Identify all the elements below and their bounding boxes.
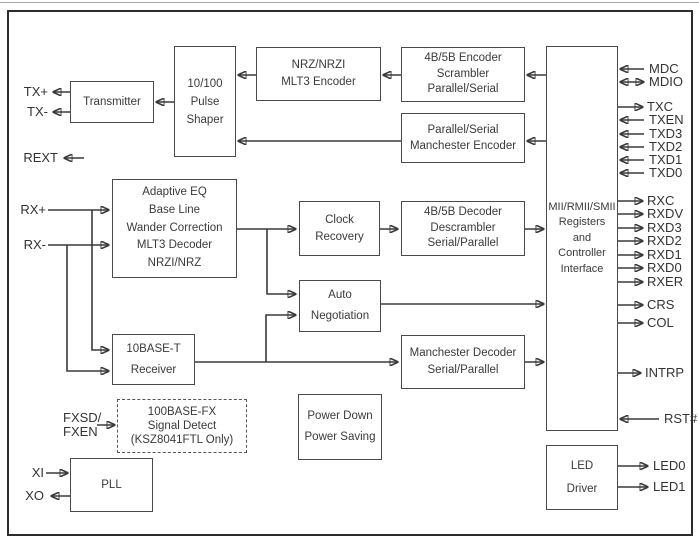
block-nrz-mlt3-encoder-label: NRZ/NRZI	[291, 59, 346, 71]
block-transmitter-label: Transmitter	[83, 96, 141, 108]
port-label-rext-line: REXT	[23, 150, 58, 165]
port-label-rx-minus	[4, 238, 46, 252]
pin-label-led0: LED0	[653, 458, 686, 473]
pin-label-mdc: MDC	[649, 61, 679, 76]
block-pulse-shaper	[174, 46, 236, 157]
block-fx-signal-detect-label: Signal Detect	[147, 419, 217, 432]
pin-label-crs: CRS	[647, 297, 675, 312]
pin-label-rxc: RXC	[647, 193, 675, 208]
port-label-rext	[4, 151, 58, 165]
block-adaptive-eq-label: MLT3 Decoder	[136, 239, 213, 252]
port-label-rx-minus-line: RX-	[23, 237, 46, 252]
block-pulse-shaper-label: 10/100	[187, 77, 223, 90]
block-pulse-shaper-label: Shaper	[186, 113, 224, 126]
block-mii-interface-label: Interface	[560, 262, 604, 275]
block-transmitter	[70, 81, 154, 123]
block-auto-negotiation-label: Negotiation	[310, 310, 370, 322]
pin-label-txd0: TXD0	[649, 165, 683, 180]
block-fx-signal-detect-label: (KSZ8041FTL Only)	[130, 434, 234, 447]
pin-label-intrp: INTRP	[645, 365, 684, 380]
pin-label-txd2: TXD2	[649, 139, 683, 154]
block-encoder-4b5b	[401, 47, 525, 102]
block-mii-interface	[546, 46, 618, 431]
port-label-xi-line: XI	[31, 465, 44, 480]
block-fx-signal-detect	[117, 399, 247, 453]
wire-rx-minus-to-10base-t	[67, 245, 109, 371]
block-pll	[70, 458, 153, 512]
block-manchester-encoder	[401, 113, 525, 163]
block-decoder-4b5b-label: 4B/5B Decoder	[424, 206, 502, 219]
block-decoder-4b5b-label: Descrambler	[430, 221, 496, 234]
block-encoder-4b5b-label: 4B/5B Encoder	[424, 52, 502, 65]
block-manchester-decoder	[401, 335, 525, 389]
block-adaptive-eq	[112, 179, 237, 278]
block-nrz-mlt3-encoder-label: MLT3 Encoder	[281, 76, 356, 88]
port-label-tx-plus-line: TX+	[23, 84, 48, 99]
block-led-driver-label: LED	[570, 459, 594, 472]
block-mii-interface-label: and	[572, 231, 592, 244]
wire-adaptive-eq-to-auto-negotiation	[267, 229, 296, 294]
block-encoder-4b5b-label: Scrambler	[436, 67, 490, 80]
port-label-fxsd-fxen-line: FXEN	[63, 424, 98, 439]
block-power-down-label: Power Down	[307, 410, 373, 422]
block-clock-recovery-label: Recovery	[315, 230, 364, 243]
block-nrz-mlt3-encoder	[256, 47, 381, 101]
port-label-rx-plus	[4, 203, 46, 217]
block-mii-interface-label: MII/RMII/SMII	[548, 200, 616, 213]
block-power-down	[298, 394, 382, 460]
block-clock-recovery	[299, 201, 380, 256]
block-manchester-encoder-label: Parallel/Serial	[427, 123, 499, 136]
pin-label-rxd1: RXD1	[647, 247, 682, 262]
block-adaptive-eq-label: Adaptive EQ	[142, 186, 207, 198]
port-label-xi	[4, 466, 44, 480]
block-manchester-decoder-label: Serial/Parallel	[427, 364, 499, 376]
block-manchester-decoder-label: Manchester Decoder	[409, 346, 517, 359]
block-mii-interface-label: Controller	[558, 247, 606, 260]
block-encoder-4b5b-label: Parallel/Serial	[427, 83, 499, 96]
pin-label-led1: LED1	[653, 479, 686, 494]
block-pll-label: PLL	[101, 479, 122, 491]
port-label-xo	[4, 489, 44, 503]
block-receiver-10base-t	[112, 334, 195, 385]
pin-label-rxd3: RXD3	[647, 220, 682, 235]
block-decoder-4b5b	[401, 201, 525, 256]
block-pulse-shaper-label: Pulse	[190, 95, 220, 108]
pin-label-rxd2: RXD2	[647, 233, 682, 248]
wire-rx-plus-to-10base-t	[92, 210, 109, 350]
pin-label-txc: TXC	[647, 99, 673, 114]
port-label-tx-minus-line: TX-	[27, 104, 48, 119]
block-adaptive-eq-label: Base Line	[148, 203, 201, 216]
pin-label-rxdv: RXDV	[647, 206, 684, 221]
port-label-fxsd-fxen-line: FXSD/	[63, 410, 102, 425]
pin-label-txen: TXEN	[649, 112, 684, 127]
block-led-driver-label: Driver	[566, 482, 598, 495]
pin-label-rxd0: RXD0	[647, 260, 682, 275]
block-receiver-10base-t-label: Receiver	[130, 363, 177, 376]
block-manchester-encoder-label: Manchester Encoder	[409, 140, 517, 152]
block-auto-negotiation	[299, 280, 381, 332]
block-receiver-10base-t-label: 10BASE-T	[126, 342, 181, 355]
block-decoder-4b5b-label: Serial/Parallel	[427, 237, 499, 250]
pin-label-rxer: RXER	[647, 274, 684, 289]
block-clock-recovery-label: Clock	[325, 213, 354, 226]
port-label-tx-plus	[4, 85, 48, 99]
block-led-driver	[546, 445, 618, 510]
port-label-fxsd-fxen	[63, 411, 101, 439]
pin-label-rst: RST#	[664, 411, 698, 426]
pin-label-txd3: TXD3	[649, 126, 683, 141]
block-fx-signal-detect-label: 100BASE-FX	[147, 405, 217, 418]
port-label-rx-plus-line: RX+	[20, 202, 46, 217]
block-mii-interface-label: Registers	[558, 216, 606, 229]
port-label-xo-line: XO	[25, 488, 44, 503]
wire-10base-t-to-auto-negotiation	[266, 315, 296, 362]
block-adaptive-eq-label: Wander Correction	[126, 221, 223, 234]
port-label-tx-minus	[4, 105, 48, 119]
pin-label-txd1: TXD1	[649, 152, 683, 167]
pin-label-mdio: MDIO	[649, 74, 683, 89]
block-auto-negotiation-label: Auto	[328, 289, 352, 301]
block-power-down-label: Power Saving	[304, 431, 376, 443]
block-adaptive-eq-label: NRZI/NRZ	[147, 257, 202, 270]
pin-label-col: COL	[647, 315, 674, 330]
